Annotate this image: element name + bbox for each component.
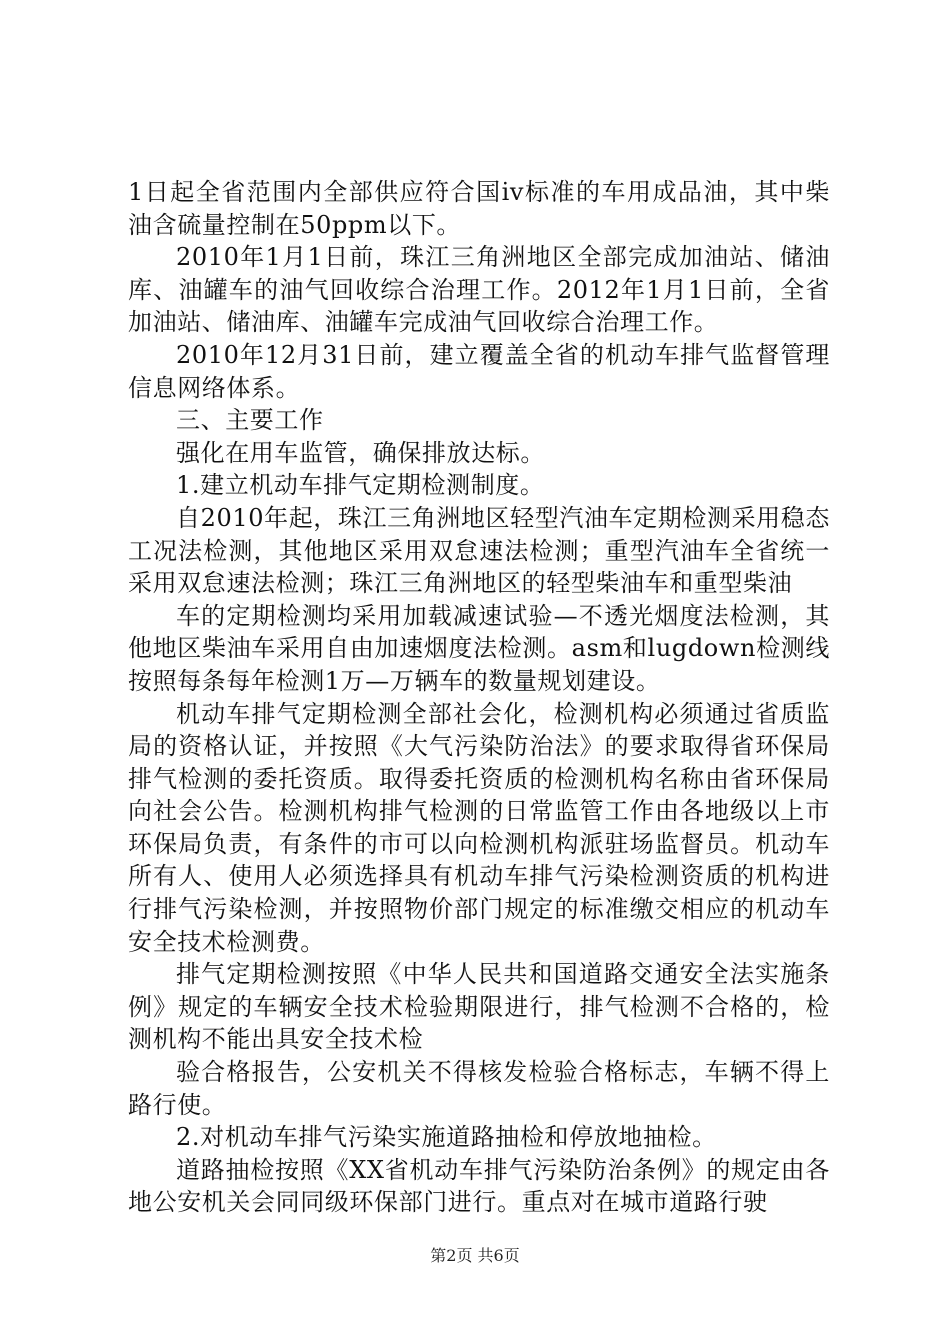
document-body — [128, 176, 830, 1219]
paragraph-inspection-socialization: 机动车排气定期检测全部社会化，检测机构必须通过省质监局的资格认证，并按照《大气污染防治法》的要求取得省环保局排气检测的委托资质。取得委托资质的检测机构名称由省环保局向社会公告。检测机构排气检测的日常监管工作由各地级以上市环保局负责，有条件的市可以向检测机构派驻场监督员。机动车所有人、使用人必须选择具有机动车排气污染检测资质的机构进行排气污染检测，并按照物价部门规定的标准缴交相应的机动车安全技术检测费。 — [128, 699, 830, 956]
paragraph-inspection-schedule: 排气定期检测按照《中华人民共和国道路交通安全法实施条例》规定的车辆安全技术检验期限进行，排气检测不合格的，检测机构不能出具安全技术检 — [128, 960, 830, 1054]
page-footer: 第2页 共6页 — [430, 1246, 520, 1265]
paragraph-inspection-certificate: 验合格报告，公安机关不得核发检验合格标志，车辆不得上路行使。 — [128, 1058, 830, 1119]
paragraph-fuel-standard: 1日起全省范围内全部供应符合国iv标准的车用成品油，其中柴油含硫量控制在50ppm以下。 — [128, 178, 830, 239]
subheading-road-spot-check: 2.对机动车排气污染实施道路抽检和停放地抽检。 — [176, 1123, 717, 1152]
paragraph-strengthen-supervision: 强化在用车监管，确保排放达标。 — [176, 438, 545, 467]
section-heading-main-work: 三、主要工作 — [176, 406, 324, 435]
paragraph-2010-vapor-recovery: 2010年1月1日前，珠江三角洲地区全部完成加油站、储油库、油罐车的油气回收综合治理工作。2012年1月1日前，全省加油站、储油库、油罐车完成油气回收综合治理工作。 — [128, 243, 830, 337]
paragraph-diesel-inspection: 车的定期检测均采用加载减速试验—不透光烟度法检测，其他地区柴油车采用自由加速烟度法检测。asm和lugdown检测线按照每条每年检测1万—万辆车的数量规划建设。 — [128, 601, 830, 695]
paragraph-monitoring-network: 2010年12月31日前，建立覆盖全省的机动车排气监督管理信息网络体系。 — [128, 340, 830, 402]
subheading-periodic-inspection: 1.建立机动车排气定期检测制度。 — [176, 471, 545, 500]
paragraph-road-spot-check: 道路抽检按照《XX省机动车排气污染防治条例》的规定由各地公安机关会同同级环保部门进行。重点对在城市道路行驶 — [128, 1155, 830, 1217]
paragraph-inspection-methods: 自2010年起，珠江三角洲地区轻型汽油车定期检测采用稳态工况法检测，其他地区采用双怠速法检测；重型汽油车全省统一采用双怠速法检测；珠江三角洲地区的轻型柴油车和重型柴油 — [128, 503, 830, 598]
